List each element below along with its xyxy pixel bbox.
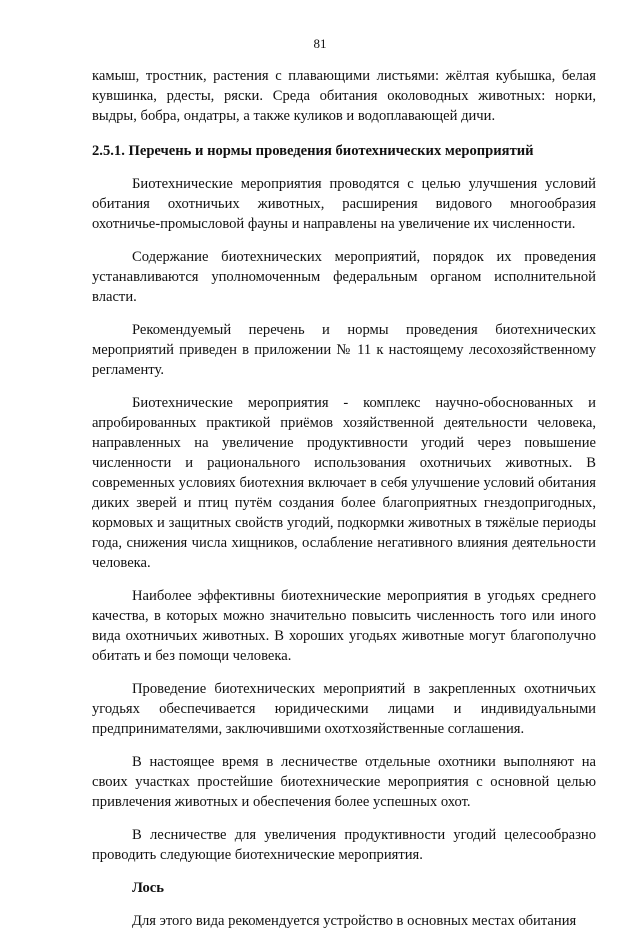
paragraph-2: Содержание биотехнических мероприятий, порядок их проведения устанавливаются уполномоченным федеральным органом исполнительной власти. [92,249,596,305]
paragraph-3: Рекомендуемый перечень и нормы проведения биотехнических мероприятий приведен в приложении № 11 к настоящему лесохозяйственному регламенту. [92,322,596,378]
paragraph-5: Наиболее эффективны биотехнические мероприятия в угодьях среднего качества, в которых можно значительно повысить численность того или иного вида охотничьих животных. В хороших угодьях животные могут благополучно обитать и без помощи человека. [92,588,596,664]
subheading-moose: Лось [132,880,165,896]
paragraph-1: Биотехнические мероприятия проводятся с целью улучшения условий обитания охотничьих животных, расширения видового многообразия охотничье-промысловой фауны и направлены на увеличение их численности. [92,176,596,232]
page-number: 81 [313,36,327,51]
final-line: Для этого вида рекомендуется устройство в основных местах обитания [132,913,577,929]
paragraph-7: В настоящее время в лесничестве отдельные охотники выполняют на своих участках простейшие биотехнические мероприятия с основной целью привлечения животных и обеспечения более успешных охот. [92,754,596,810]
paragraph-4: Биотехнические мероприятия - комплекс научно-обоснованных и апробированных практикой приёмов хозяйственной деятельности человека, направленных на увеличение продуктивности угодий через повышение численности и рационального использования охотничьих животных. В современных условиях биотехния включает в себя улучшение условий обитания диких зверей и птиц путём создания более благоприятных гнездопригодных, кормовых и защитных свойств угодий, подкормки животных в тяжёлые периоды года, снижения числа хищников, ослабление негативного влияния деятельности человека. [92,395,596,571]
paragraph-8: В лесничестве для увеличения продуктивности угодий целесообразно проводить следующие биотехнические мероприятия. [92,827,596,863]
paragraph-6: Проведение биотехнических мероприятий в закрепленных охотничьих угодьях обеспечивается юридическими лицами и индивидуальными предпринимателями, заключившими охотхозяйственные соглашения. [92,681,596,737]
document-body [92,66,596,931]
section-heading: 2.5.1. Перечень и нормы проведения биотехнических мероприятий [92,143,534,159]
intro-paragraph: камыш, тростник, растения с плавающими листьями: жёлтая кубышка, белая кувшинка, рдесты, ряски. Среда обитания околоводных животных: норки, выдры, бобра, ондатры, а также куликов и водоплавающей дичи. [92,68,596,124]
